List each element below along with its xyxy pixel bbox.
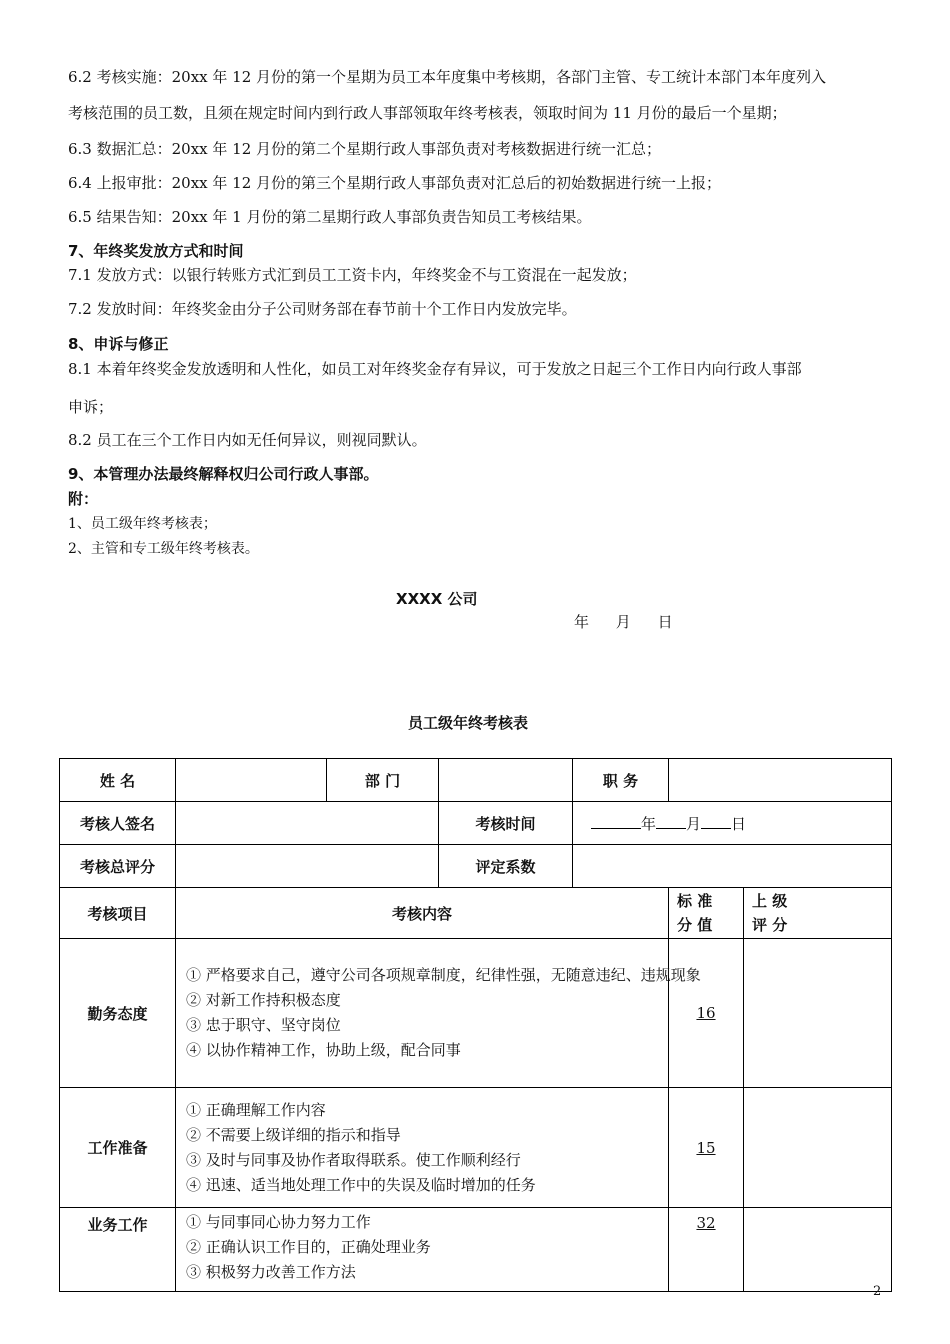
evaluation-table [59, 758, 892, 1292]
rating-coefficient-label: 评定系数 [439, 845, 573, 888]
para-7-1: 7.1 发放方式：以银行转账方式汇到员工工资卡内，年终奖金不与工资混在一起发放； [68, 266, 637, 284]
assessment-time-field[interactable] [573, 802, 892, 845]
table-row [60, 939, 892, 1088]
attachment-item-2: 2、主管和专工级年终考核表。 [68, 541, 259, 557]
rating-coefficient-field[interactable] [573, 845, 892, 888]
item-attitude: 勤务态度 [60, 939, 176, 1088]
para-6-2-b: 考核范围的员工数，且须在规定时间内到行政人事部领取年终考核表，领取时间为 11 月份的最后一个星期； [68, 104, 787, 122]
table-row [60, 1208, 892, 1292]
col-header-content: 考核内容 [176, 888, 669, 939]
time-month: 月 [686, 814, 702, 833]
para-6-3: 6.3 数据汇总：20xx 年 12 月份的第二个星期行政人事部负责对考核数据进行统一汇总； [68, 140, 662, 158]
attachment-item-1: 1、员工级年终考核表； [68, 516, 217, 532]
table-row [60, 759, 892, 802]
col-header-supervisor-score: 上 级 评 分 [744, 888, 892, 939]
table-row [60, 802, 892, 845]
para-6-2-a: 6.2 考核实施：20xx 年 12 月份的第一个星期为员工本年度集中考核期，各部门主管、专工统计本部门本年度列入 [68, 68, 827, 86]
para-6-4: 6.4 上报审批：20xx 年 12 月份的第三个星期行政人事部负责对汇总后的初始数据进行统一上报； [68, 174, 722, 192]
para-8-1-b: 申诉； [68, 398, 114, 416]
para-7-2: 7.2 发放时间：年终奖金由分子公司财务部在春节前十个工作日内发放完毕。 [68, 300, 577, 318]
supervisor-score-business[interactable] [744, 1208, 892, 1292]
date-month: 月 [615, 613, 631, 631]
standard-score-attitude: 16 [669, 939, 744, 1088]
date-year: 年 [574, 613, 590, 631]
content-business: ① 与同事同心协力努力工作 ② 正确认识工作目的，正确处理业务 ③ 积极努力改善工作方法 [176, 1208, 669, 1292]
item-business: 业务工作 [60, 1208, 176, 1292]
table-row [60, 845, 892, 888]
table-row [60, 1088, 892, 1208]
position-label: 职 务 [573, 759, 669, 802]
supervisor-score-attitude[interactable] [744, 939, 892, 1088]
company-name: XXXX 公司 [396, 590, 478, 608]
time-day: 日 [731, 814, 747, 833]
date-day: 日 [657, 613, 673, 631]
position-field[interactable] [669, 759, 892, 802]
time-year: 年 [641, 814, 657, 833]
total-score-field[interactable] [176, 845, 439, 888]
col-header-standard-score: 标 准 分 值 [669, 888, 744, 939]
table-header-row [60, 888, 892, 939]
attachment-label: 附： [68, 490, 99, 508]
supervisor-score-preparation[interactable] [744, 1088, 892, 1208]
standard-score-preparation: 15 [669, 1088, 744, 1208]
total-score-label: 考核总评分 [60, 845, 176, 888]
table-title: 员工级年终考核表 [408, 714, 529, 732]
heading-9: 9、本管理办法最终解释权归公司行政人事部。 [68, 465, 379, 483]
signature-date [574, 611, 695, 632]
heading-8: 8、申诉与修正 [68, 335, 169, 353]
department-field[interactable] [439, 759, 573, 802]
para-8-1-a: 8.1 本着年终奖金发放透明和人性化，如员工对年终奖金存有异议，可于发放之日起三个工作日内向行政人事部 [68, 360, 802, 378]
item-preparation: 工作准备 [60, 1088, 176, 1208]
department-label: 部 门 [327, 759, 439, 802]
standard-score-business: 32 [669, 1208, 744, 1292]
name-field[interactable] [176, 759, 327, 802]
para-6-5: 6.5 结果告知：20xx 年 1 月份的第二星期行政人事部负责告知员工考核结果。 [68, 208, 592, 226]
content-preparation: ① 正确理解工作内容 ② 不需要上级详细的指示和指导 ③ 及时与同事及协作者取得联系。使工作顺利经行 ④ 迅速、适当地处理工作中的失误及临时增加的任务 [176, 1088, 669, 1208]
assessment-time-label: 考核时间 [439, 802, 573, 845]
assessor-signature-field[interactable] [176, 802, 439, 845]
content-attitude: ① 严格要求自己，遵守公司各项规章制度，纪律性强，无随意违纪、违规现象 ② 对新工作持积极态度 ③ 忠于职守、坚守岗位 ④ 以协作精神工作，协助上级，配合同事 [176, 939, 669, 1088]
heading-7: 7、年终奖发放方式和时间 [68, 242, 244, 260]
para-8-2: 8.2 员工在三个工作日内如无任何异议，则视同默认。 [68, 431, 427, 449]
page-number: 2 [873, 1284, 882, 1299]
col-header-item: 考核项目 [60, 888, 176, 939]
assessor-signature-label: 考核人签名 [60, 802, 176, 845]
name-label: 姓 名 [60, 759, 176, 802]
